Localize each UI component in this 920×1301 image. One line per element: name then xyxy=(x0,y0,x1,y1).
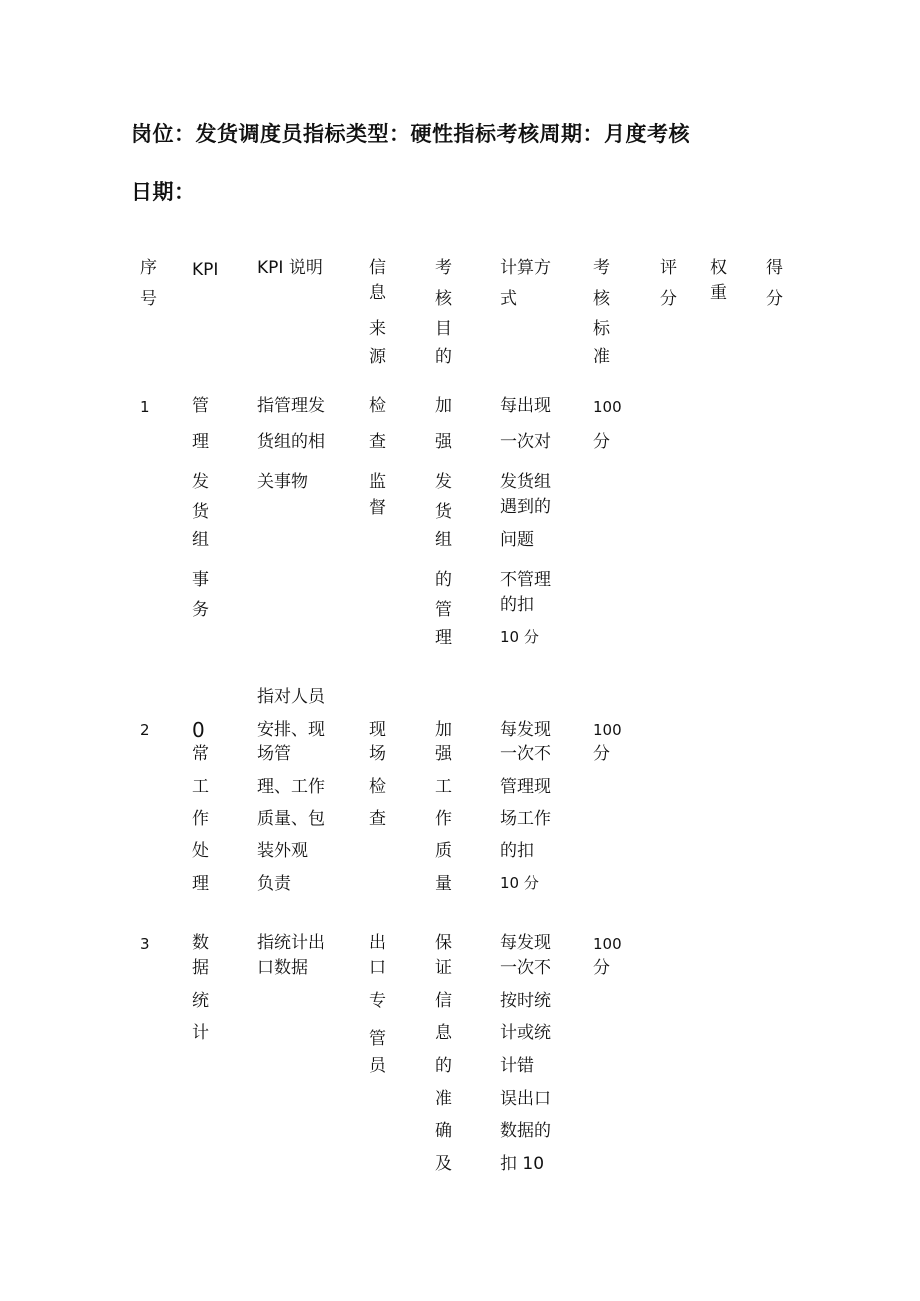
row-source-line: 现 xyxy=(369,720,386,740)
row-source-line: 督 xyxy=(369,498,386,518)
row-calc-line: 数据的 xyxy=(500,1121,551,1141)
row-kpi-line: 计 xyxy=(192,1023,209,1043)
row-desc-line: 场管 xyxy=(257,744,291,764)
row-purpose-line: 证 xyxy=(435,958,452,978)
header-purpose-line: 考 xyxy=(435,258,452,278)
row-standard-line: 100 xyxy=(593,935,622,953)
header-standard-line: 核 xyxy=(593,289,610,309)
row-purpose-line: 的 xyxy=(435,570,452,590)
row-kpi-line: 货 xyxy=(192,502,209,522)
row-kpi-line: 常 xyxy=(192,744,209,764)
row-purpose-line: 确 xyxy=(435,1121,452,1141)
row-source-line: 监 xyxy=(369,472,386,492)
row-desc-line: 指对人员 xyxy=(257,687,325,707)
row-kpi-line: 据 xyxy=(192,958,209,978)
row-desc-line: 货组的相 xyxy=(257,432,325,452)
row-standard-line: 100 xyxy=(593,721,622,739)
row-purpose-line: 量 xyxy=(435,874,452,894)
row-source-line: 查 xyxy=(369,809,386,829)
row-kpi-line: 工 xyxy=(192,777,209,797)
header-seq-line: 号 xyxy=(140,289,157,309)
row-desc-line: 安排、现 xyxy=(257,720,325,740)
row-seq-line: 3 xyxy=(140,935,150,953)
row-source-line: 口 xyxy=(369,958,386,978)
page-header-title: 岗位：发货调度员指标类型：硬性指标考核周期：月度考核 xyxy=(131,122,690,146)
header-kpi-line: KPI xyxy=(192,260,219,280)
row-calc-line: 每发现 xyxy=(500,933,551,953)
row-kpi-line: 0 xyxy=(192,718,205,742)
header-weight-line: 重 xyxy=(710,283,727,303)
row-purpose-line: 信 xyxy=(435,991,452,1011)
row-calc-line: 按时统 xyxy=(500,991,551,1011)
row-purpose-line: 理 xyxy=(435,628,452,648)
row-kpi-line: 作 xyxy=(192,809,209,829)
row-kpi-line: 管 xyxy=(192,396,209,416)
row-purpose-line: 货 xyxy=(435,502,452,522)
row-purpose-line: 的 xyxy=(435,1056,452,1076)
row-calc-line: 误出口 xyxy=(500,1089,551,1109)
row-purpose-line: 及 xyxy=(435,1154,452,1174)
row-calc-line: 每出现 xyxy=(500,396,551,416)
row-calc-line: 扣 10 xyxy=(500,1154,545,1174)
header-calc-line: 式 xyxy=(500,289,517,309)
header-rating-line: 评 xyxy=(660,258,677,278)
row-purpose-line: 作 xyxy=(435,809,452,829)
row-desc-line: 质量、包 xyxy=(257,809,325,829)
row-purpose-line: 保 xyxy=(435,933,452,953)
header-standard-line: 准 xyxy=(593,347,610,367)
header-score-line: 分 xyxy=(766,289,783,309)
row-purpose-line: 加 xyxy=(435,396,452,416)
row-standard-line: 100 xyxy=(593,398,622,416)
header-purpose-line: 核 xyxy=(435,289,452,309)
row-desc-line: 负责 xyxy=(257,874,291,894)
header-purpose-line: 目 xyxy=(435,319,452,339)
row-purpose-line: 强 xyxy=(435,432,452,452)
row-desc-line: 装外观 xyxy=(257,841,308,861)
row-source-line: 检 xyxy=(369,396,386,416)
row-calc-line: 发货组 xyxy=(500,472,551,492)
header-seq-line: 序 xyxy=(140,258,157,278)
header-desc-line: KPI 说明 xyxy=(257,258,323,278)
row-desc-line: 口数据 xyxy=(257,958,308,978)
row-kpi-line: 理 xyxy=(192,432,209,452)
row-desc-line: 理、工作 xyxy=(257,777,325,797)
row-calc-line: 10 分 xyxy=(500,874,539,892)
row-seq-line: 1 xyxy=(140,398,150,416)
header-weight-line: 权 xyxy=(710,258,727,278)
row-calc-line: 场工作 xyxy=(500,809,551,829)
row-purpose-line: 管 xyxy=(435,600,452,620)
row-purpose-line: 息 xyxy=(435,1023,452,1043)
header-calc-line: 计算方 xyxy=(500,258,551,278)
row-purpose-line: 加 xyxy=(435,720,452,740)
row-source-line: 出 xyxy=(369,933,386,953)
row-source-line: 专 xyxy=(369,991,386,1011)
header-standard-line: 考 xyxy=(593,258,610,278)
row-calc-line: 计或统 xyxy=(500,1023,551,1043)
header-score-line: 得 xyxy=(766,258,783,278)
row-calc-line: 计错 xyxy=(500,1056,534,1076)
row-kpi-line: 处 xyxy=(192,841,209,861)
row-desc-line: 关事物 xyxy=(257,472,308,492)
row-source-line: 员 xyxy=(369,1056,386,1076)
header-source-line: 来 xyxy=(369,319,386,339)
row-seq-line: 2 xyxy=(140,721,150,739)
row-calc-line: 不管理 xyxy=(500,570,551,590)
row-calc-line: 遇到的 xyxy=(500,497,551,517)
row-calc-line: 一次不 xyxy=(500,744,551,764)
row-source-line: 管 xyxy=(369,1029,386,1049)
row-standard-line: 分 xyxy=(593,958,610,978)
page-header-date: 日期： xyxy=(131,180,196,204)
row-purpose-line: 强 xyxy=(435,744,452,764)
row-calc-line: 10 分 xyxy=(500,628,539,646)
row-standard-line: 分 xyxy=(593,432,610,452)
header-source-line: 息 xyxy=(369,283,386,303)
header-rating-line: 分 xyxy=(660,289,677,309)
row-purpose-line: 质 xyxy=(435,841,452,861)
row-purpose-line: 准 xyxy=(435,1089,452,1109)
header-purpose-line: 的 xyxy=(435,347,452,367)
row-kpi-line: 理 xyxy=(192,874,209,894)
row-source-line: 场 xyxy=(369,744,386,764)
header-source-line: 信 xyxy=(369,258,386,278)
row-purpose-line: 组 xyxy=(435,530,452,550)
row-calc-line: 的扣 xyxy=(500,841,534,861)
row-source-line: 查 xyxy=(369,432,386,452)
header-standard-line: 标 xyxy=(593,319,610,339)
row-source-line: 检 xyxy=(369,777,386,797)
row-calc-line: 管理现 xyxy=(500,777,551,797)
row-calc-line: 的扣 xyxy=(500,595,534,615)
row-kpi-line: 数 xyxy=(192,933,209,953)
header-source-line: 源 xyxy=(369,347,386,367)
row-standard-line: 分 xyxy=(593,744,610,764)
row-desc-line: 指管理发 xyxy=(257,396,325,416)
row-calc-line: 一次对 xyxy=(500,432,551,452)
row-purpose-line: 发 xyxy=(435,472,452,492)
row-kpi-line: 组 xyxy=(192,530,209,550)
row-purpose-line: 工 xyxy=(435,777,452,797)
row-calc-line: 一次不 xyxy=(500,958,551,978)
row-kpi-line: 务 xyxy=(192,600,209,620)
row-calc-line: 每发现 xyxy=(500,720,551,740)
row-desc-line: 指统计出 xyxy=(257,933,325,953)
row-kpi-line: 统 xyxy=(192,991,209,1011)
row-calc-line: 问题 xyxy=(500,530,534,550)
row-kpi-line: 事 xyxy=(192,570,209,590)
row-kpi-line: 发 xyxy=(192,472,209,492)
